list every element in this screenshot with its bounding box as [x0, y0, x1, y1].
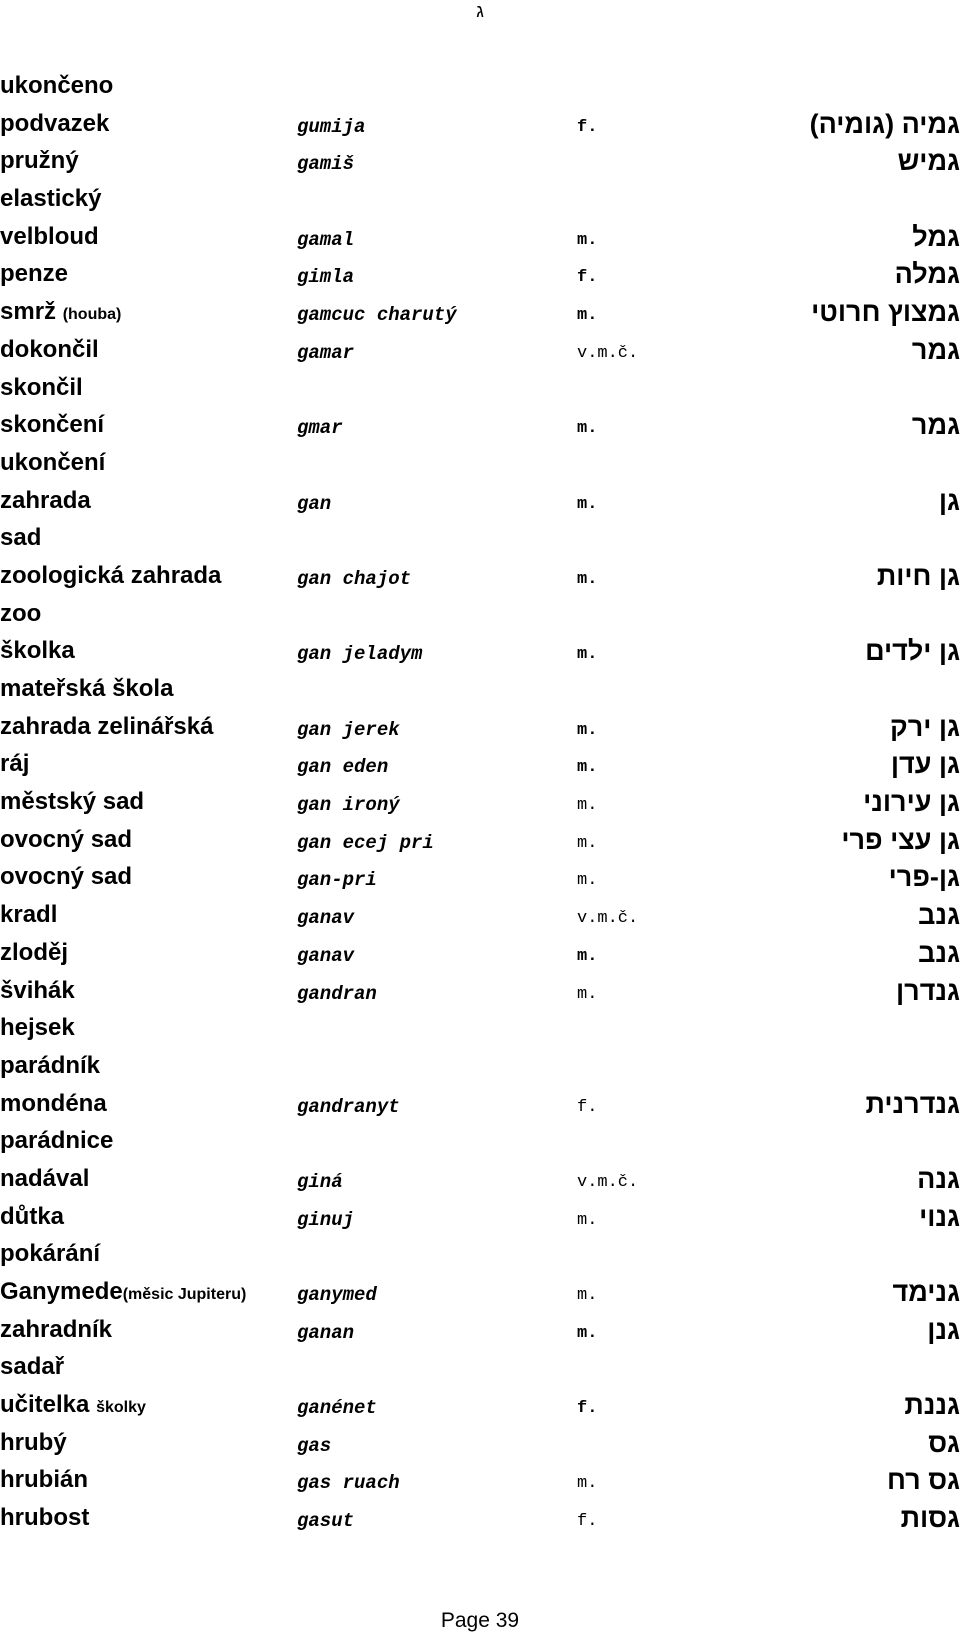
dictionary-row — [0, 671, 960, 709]
transliteration: gamcuc charutý — [297, 304, 457, 327]
dictionary-row — [0, 1236, 960, 1274]
dictionary-row — [0, 143, 960, 181]
hebrew-word: גמיש — [897, 146, 960, 177]
dictionary-row — [0, 1161, 960, 1199]
czech-word-text: zahrada zelinářská — [0, 712, 214, 740]
czech-word-text: mateřská škola — [0, 675, 174, 702]
transliteration: gamar — [297, 341, 355, 364]
transliteration: gas ruach — [297, 1472, 400, 1495]
transliteration: ganav — [297, 907, 355, 930]
czech-word — [0, 71, 113, 101]
transliteration: gimla — [297, 266, 355, 289]
czech-word — [0, 1352, 64, 1382]
transliteration: ganan — [297, 1321, 355, 1344]
dictionary-row — [0, 709, 960, 747]
grammar-tag: f. — [577, 117, 598, 137]
dictionary-row — [0, 1462, 960, 1500]
czech-word-text: zahrada — [0, 486, 91, 514]
dictionary-row — [0, 219, 960, 257]
transliteration: gamiš — [297, 153, 355, 176]
grammar-tag: m. — [577, 1210, 598, 1230]
grammar-tag: f. — [577, 1097, 598, 1117]
transliteration: gandranyt — [297, 1095, 400, 1118]
dictionary-row — [0, 1048, 960, 1086]
czech-word — [0, 1239, 100, 1269]
czech-word-text: Ganymede — [0, 1278, 123, 1305]
dictionary-row — [0, 1086, 960, 1124]
czech-word-text: pokárání — [0, 1240, 101, 1268]
transliteration: gas — [297, 1434, 332, 1457]
dictionary-row — [0, 1010, 960, 1048]
czech-word-text: hrubián — [0, 1466, 88, 1494]
hebrew-word: גמר — [911, 410, 960, 441]
czech-word-text: důtka — [0, 1202, 65, 1230]
hebrew-word: גן-פרי — [888, 862, 960, 893]
transliteration: ganav — [297, 944, 355, 967]
czech-word — [0, 1503, 89, 1533]
dictionary-row — [0, 1123, 960, 1161]
dictionary-row — [0, 1425, 960, 1463]
dictionary-row — [0, 1500, 960, 1538]
grammar-tag: m. — [577, 419, 598, 439]
dictionary-row — [0, 859, 960, 897]
czech-word-note: (měsic Jupiteru) — [122, 1286, 247, 1303]
czech-word-text: parádnice — [0, 1127, 114, 1155]
grammar-tag: m. — [577, 833, 598, 853]
czech-word — [0, 787, 144, 817]
grammar-tag: f. — [577, 268, 598, 288]
czech-word-text: penze — [0, 260, 69, 288]
dictionary-row — [0, 106, 960, 144]
transliteration: gasut — [297, 1510, 355, 1533]
czech-word — [0, 222, 99, 252]
czech-word — [0, 1465, 88, 1495]
czech-word-text: sad — [0, 524, 42, 552]
hebrew-word: גן חיות — [876, 560, 960, 591]
hebrew-word: גס רח — [887, 1465, 960, 1496]
dictionary-row — [0, 633, 960, 671]
transliteration: ganymed — [297, 1284, 377, 1306]
czech-word — [0, 900, 57, 930]
dictionary-row — [0, 520, 960, 558]
czech-word-text: městský sad — [0, 788, 145, 816]
transliteration: ginuj — [297, 1208, 355, 1231]
transliteration: gan eden — [297, 756, 389, 779]
hebrew-word: גן עדן — [890, 749, 960, 780]
dictionary-row — [0, 1312, 960, 1350]
dictionary-row — [0, 973, 960, 1011]
dictionary-row — [0, 558, 960, 596]
grammar-tag: m. — [577, 306, 598, 326]
transliteration: gmar — [297, 417, 343, 440]
czech-word — [0, 146, 79, 176]
hebrew-word: גן ירק — [890, 711, 960, 742]
czech-word — [0, 448, 105, 478]
transliteration: gan-pri — [297, 869, 377, 892]
czech-word — [0, 109, 109, 139]
grammar-tag: f. — [577, 1512, 598, 1532]
dictionary-row — [0, 897, 960, 935]
dictionary-row — [0, 1387, 960, 1425]
czech-word-text: skončil — [0, 373, 83, 401]
hebrew-word: גן ילדים — [865, 636, 960, 667]
hebrew-word: גנוי — [919, 1201, 960, 1232]
czech-word — [0, 938, 68, 968]
czech-word — [0, 523, 41, 553]
czech-word-text: ovocný sad — [0, 825, 133, 853]
transliteration: gamal — [297, 228, 355, 251]
transliteration: gan ecej pri — [297, 831, 434, 854]
dictionary-entries — [0, 68, 960, 1538]
hebrew-word: גננת — [904, 1390, 960, 1421]
grammar-tag: m. — [577, 1474, 598, 1494]
dictionary-row — [0, 822, 960, 860]
czech-word-text: ráj — [0, 750, 30, 778]
czech-word-text: hejsek — [0, 1014, 75, 1042]
dictionary-row — [0, 332, 960, 370]
czech-word-text: školka — [0, 637, 75, 665]
czech-word-text: hrubý — [0, 1428, 67, 1456]
hebrew-word: גנדרנית — [865, 1088, 960, 1119]
czech-word-text: velbloud — [0, 222, 99, 250]
czech-word-text: nadával — [0, 1164, 90, 1192]
hebrew-word: גס — [928, 1427, 960, 1458]
czech-word — [0, 410, 104, 440]
dictionary-row — [0, 935, 960, 973]
dictionary-row — [0, 596, 960, 634]
dictionary-row — [0, 746, 960, 784]
hebrew-word: גמצוץ חרוטי — [811, 297, 960, 328]
czech-word-text: skončení — [0, 411, 105, 439]
dictionary-row — [0, 68, 960, 106]
czech-word-text: zloděj — [0, 938, 69, 966]
transliteration: gan jerek — [297, 718, 400, 741]
dictionary-row — [0, 483, 960, 521]
dictionary-row — [0, 256, 960, 294]
czech-word-text: švihák — [0, 976, 75, 1004]
hebrew-word: גנב — [918, 900, 960, 931]
hebrew-word: גנדרן — [896, 975, 960, 1006]
grammar-tag: m. — [577, 984, 598, 1004]
czech-word-text: zahradník — [0, 1315, 113, 1343]
transliteration: gan ironý — [297, 794, 400, 817]
czech-word — [0, 1126, 113, 1156]
hebrew-word: גמר — [911, 334, 960, 365]
czech-word — [0, 259, 68, 289]
grammar-tag: m. — [577, 720, 598, 740]
czech-word — [0, 486, 91, 516]
czech-word — [0, 674, 173, 704]
dictionary-row — [0, 294, 960, 332]
czech-word-text: ukončení — [0, 448, 106, 476]
grammar-tag: f. — [577, 1399, 598, 1419]
transliteration: gan jeladym — [297, 643, 423, 666]
dictionary-row — [0, 1349, 960, 1387]
grammar-tag: m. — [577, 494, 598, 514]
czech-word-text: parádník — [0, 1051, 101, 1079]
grammar-tag: v.m.č. — [577, 909, 639, 929]
hebrew-word: גן עירוני — [863, 787, 960, 818]
czech-word — [0, 335, 99, 365]
page-header-letter: ג — [476, 1, 484, 21]
czech-word — [0, 599, 41, 629]
hebrew-word: גנימד — [892, 1277, 960, 1307]
grammar-tag: m. — [577, 946, 598, 966]
dictionary-row — [0, 784, 960, 822]
transliteration: gan — [297, 492, 332, 515]
dictionary-row — [0, 1274, 960, 1312]
hebrew-word: גן עצי פרי — [841, 824, 960, 855]
czech-word-note: (houba) — [62, 306, 122, 324]
grammar-tag: m. — [577, 796, 598, 816]
dictionary-row — [0, 181, 960, 219]
czech-word-text: podvazek — [0, 109, 110, 137]
czech-word — [0, 373, 83, 403]
czech-word — [0, 297, 121, 330]
czech-word — [0, 1315, 112, 1345]
dictionary-row — [0, 445, 960, 483]
czech-word-text: elastický — [0, 185, 102, 213]
czech-word — [0, 1202, 64, 1232]
czech-word-text: ovocný sad — [0, 863, 133, 891]
grammar-tag: m. — [577, 230, 598, 250]
czech-word — [0, 1277, 246, 1310]
grammar-tag: v.m.č. — [577, 1172, 639, 1192]
czech-word — [0, 1089, 107, 1119]
transliteration: ganénet — [297, 1397, 377, 1420]
dictionary-row — [0, 370, 960, 408]
czech-word — [0, 636, 75, 666]
czech-word — [0, 1164, 89, 1194]
czech-word-text: zoo — [0, 599, 42, 627]
hebrew-word: גן — [938, 485, 960, 516]
czech-word-text: zoologická zahrada — [0, 561, 222, 589]
czech-word — [0, 1051, 100, 1081]
czech-word — [0, 184, 101, 214]
grammar-tag: m. — [577, 645, 598, 665]
czech-word — [0, 1428, 67, 1458]
czech-word — [0, 862, 132, 892]
czech-word — [0, 825, 132, 855]
dictionary-row — [0, 1199, 960, 1237]
hebrew-word: גמל — [912, 221, 960, 252]
transliteration: giná — [297, 1170, 343, 1193]
czech-word-text: kradl — [0, 901, 58, 929]
czech-word-text: učitelka — [0, 1391, 90, 1419]
czech-word — [0, 1013, 75, 1043]
czech-word — [0, 749, 29, 779]
czech-word-text: dokončil — [0, 335, 99, 363]
czech-word-text: pružný — [0, 147, 79, 175]
transliteration: gumija — [297, 115, 366, 138]
page-number: Page 39 — [440, 1609, 520, 1632]
czech-word-text: smrž — [0, 298, 57, 326]
grammar-tag: v.m.č. — [577, 343, 639, 363]
czech-word-text: hrubost — [0, 1504, 90, 1532]
czech-word — [0, 976, 75, 1006]
grammar-tag: m. — [577, 569, 598, 589]
hebrew-word: גמלה — [894, 259, 960, 290]
czech-word-note: školky — [96, 1399, 146, 1417]
hebrew-word: גנה — [917, 1163, 960, 1194]
hebrew-word: גסות — [900, 1503, 960, 1534]
czech-word — [0, 1390, 146, 1423]
hebrew-word: גנב — [918, 937, 960, 968]
hebrew-word: גמיה (גומיה) — [809, 108, 960, 139]
czech-word — [0, 561, 221, 591]
grammar-tag: m. — [577, 1323, 598, 1343]
transliteration: gan chajot — [297, 567, 412, 590]
czech-word-text: mondéna — [0, 1089, 107, 1117]
hebrew-word: גנן — [927, 1314, 960, 1345]
dictionary-row — [0, 407, 960, 445]
grammar-tag: m. — [577, 1286, 598, 1305]
czech-word-text: ukončeno — [0, 72, 114, 99]
czech-word-text: sadař — [0, 1353, 65, 1381]
transliteration: gandran — [297, 982, 377, 1005]
grammar-tag: m. — [577, 758, 598, 778]
grammar-tag: m. — [577, 871, 598, 891]
czech-word — [0, 712, 213, 742]
